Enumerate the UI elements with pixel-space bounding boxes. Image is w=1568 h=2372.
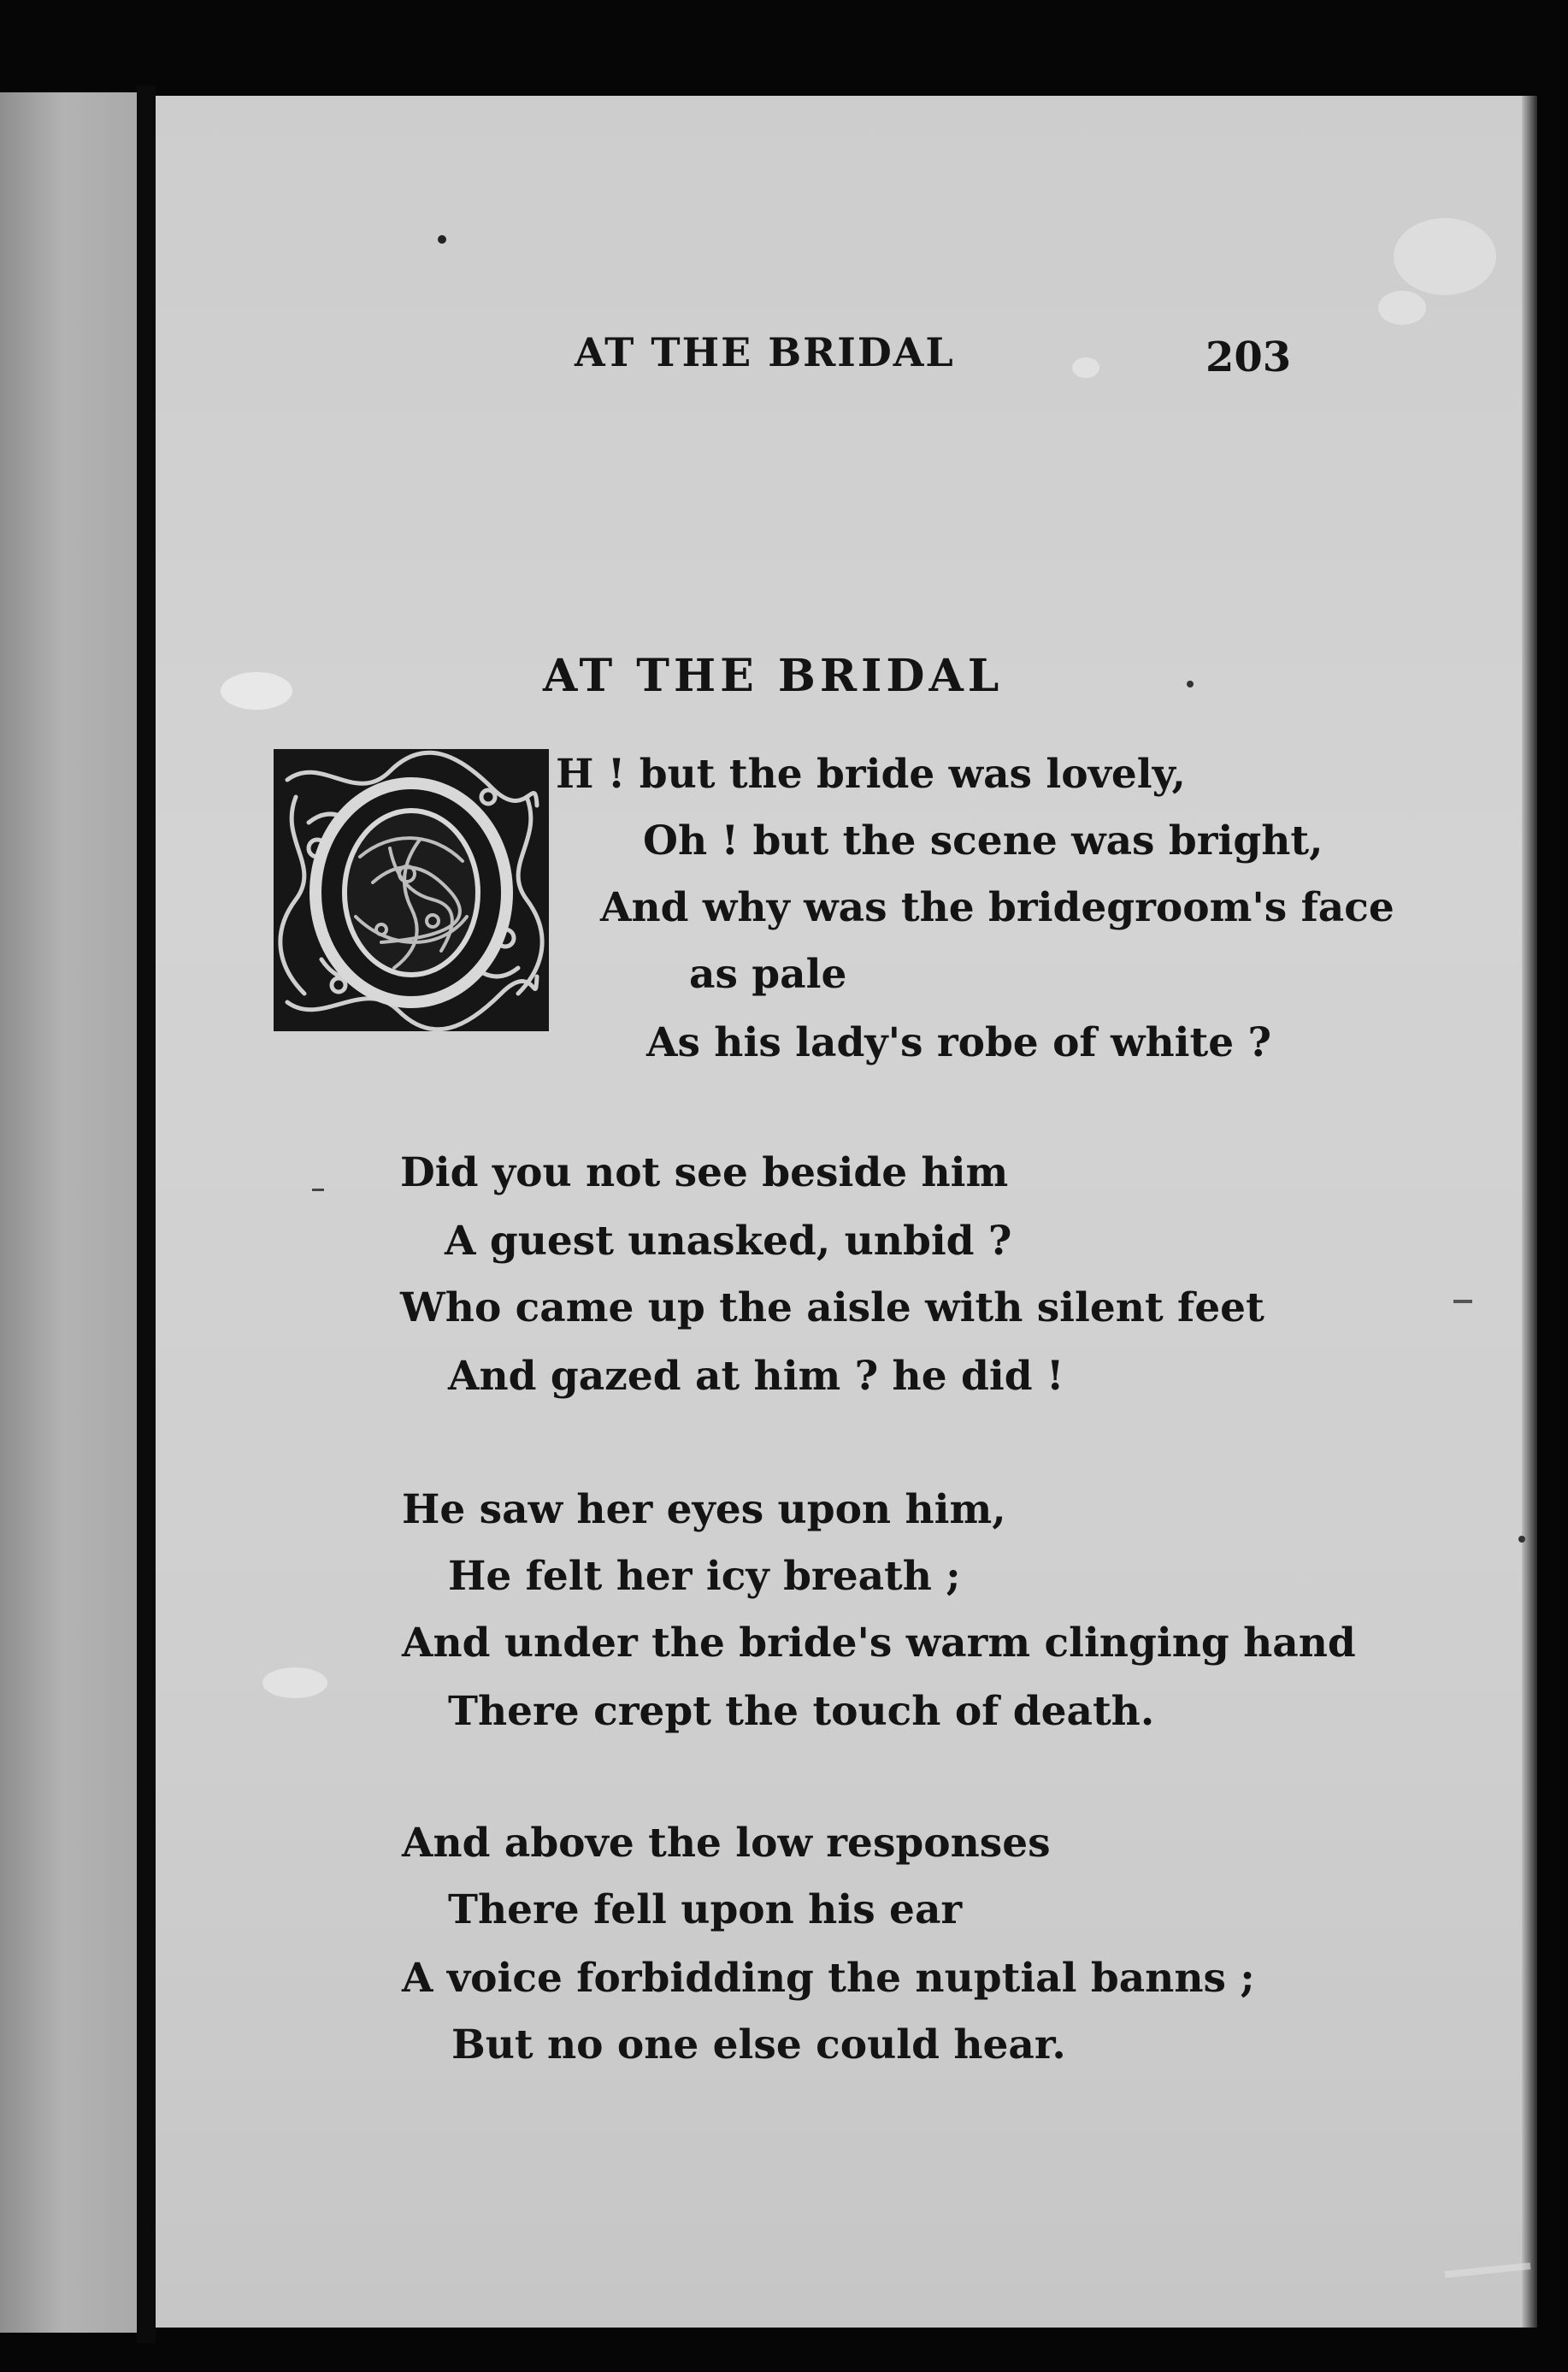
running-head: AT THE BRIDAL: [575, 329, 955, 375]
poem-line: But no one else could hear.: [451, 2021, 1066, 2068]
facing-page-edge: [0, 92, 141, 2333]
poem-line: And above the low responses: [402, 1820, 1051, 1867]
page-number: 203: [1205, 333, 1292, 381]
book-gutter: [137, 86, 156, 2343]
poem-line: as pale: [689, 951, 847, 998]
page-edge-shadow: [1522, 96, 1537, 2328]
poem-line: As his lady's robe of white ?: [646, 1019, 1272, 1066]
ornamental-drop-cap: [270, 746, 552, 1035]
poem-title: AT THE BRIDAL: [543, 650, 1004, 702]
poem-line: There fell upon his ear: [448, 1886, 963, 1933]
poem-line: A voice forbidding the nuptial banns ;: [402, 1955, 1255, 2002]
poem-line: He saw her eyes upon him,: [402, 1486, 1006, 1533]
poem-line: And why was the bridegroom's face: [600, 884, 1394, 931]
poem-line: Oh ! but the scene was bright,: [643, 817, 1323, 864]
poem-line: He felt her icy breath ;: [448, 1553, 961, 1600]
poem-line: Did you not see beside him: [400, 1149, 1009, 1196]
poem-line: H ! but the bride was lovely,: [556, 751, 1186, 798]
poem-line: A guest unasked, unbid ?: [445, 1218, 1012, 1265]
poem-line: And gazed at him ? he did !: [448, 1353, 1064, 1400]
poem-line: There crept the touch of death.: [448, 1688, 1155, 1735]
poem-line: Who came up the aisle with silent feet: [400, 1284, 1264, 1331]
poem-line: And under the bride's warm clinging hand: [402, 1620, 1356, 1667]
